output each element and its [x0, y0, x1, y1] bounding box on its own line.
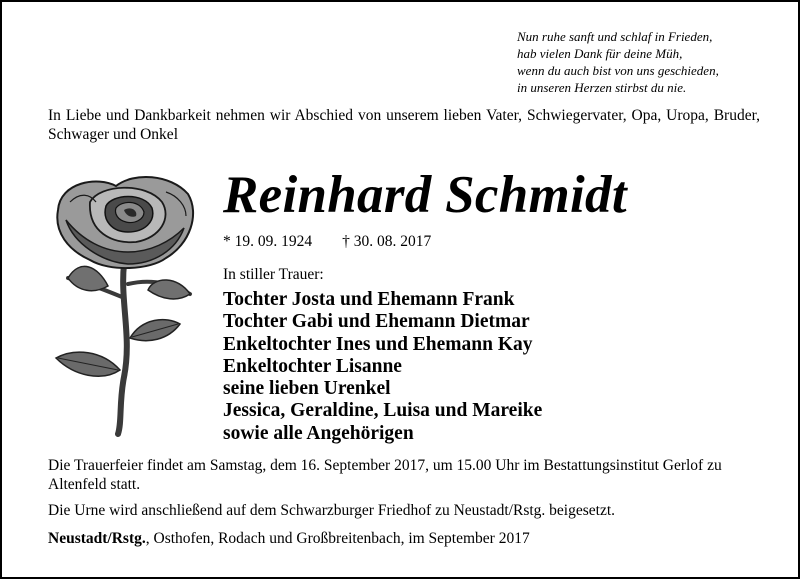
- mourning-label: In stiller Trauer:: [223, 266, 324, 283]
- intro-text: In Liebe und Dankbarkeit nehmen wir Abschied von unserem lieben Vater, Schwiegervater, Opa, Uropa, Bruder, Schwager und Onkel: [48, 107, 760, 143]
- rose-leaf: [68, 266, 108, 290]
- mourners-list: [223, 289, 542, 445]
- mourner-line: seine lieben Urenkel: [223, 378, 391, 400]
- closing-line: [48, 530, 530, 548]
- birth-date: * 19. 09. 1924: [223, 233, 313, 250]
- life-dates: [223, 233, 431, 251]
- closing-place: Neustadt/Rstg.: [48, 530, 146, 547]
- poem-line: hab vielen Dank für deine Müh,: [517, 46, 683, 61]
- poem-line: wenn du auch bist von uns geschieden,: [517, 63, 719, 78]
- funeral-info: Die Trauerfeier findet am Samstag, dem 16. September 2017, um 15.00 Uhr im Bestattungsinstitut Gerlof zu Altenfeld statt.: [48, 457, 722, 493]
- death-date: † 30. 08. 2017: [342, 233, 432, 250]
- rose-stem: [118, 264, 127, 434]
- poem: [517, 28, 719, 96]
- mourner-line: Enkeltochter Lisanne: [223, 355, 402, 377]
- poem-line: in unseren Herzen stirbst du nie.: [517, 80, 687, 95]
- rose-leaf: [148, 280, 190, 299]
- rose-illustration: [50, 172, 210, 442]
- closing-rest: , Osthofen, Rodach und Großbreitenbach, im September 2017: [145, 530, 530, 547]
- deceased-name: Reinhard Schmidt: [223, 166, 627, 224]
- urn-info: Die Urne wird anschließend auf dem Schwarzburger Friedhof zu Neustadt/Rstg. beigesetzt.: [48, 502, 616, 519]
- mourner-line: sowie alle Angehörigen: [223, 422, 414, 444]
- mourner-line: Tochter Josta und Ehemann Frank: [223, 289, 515, 310]
- mourner-line: Enkeltochter Ines und Ehemann Kay: [223, 333, 533, 355]
- mourner-line: Tochter Gabi und Ehemann Dietmar: [223, 311, 530, 333]
- poem-line: Nun ruhe sanft und schlaf in Frieden,: [517, 29, 713, 44]
- mourner-line: Jessica, Geraldine, Luisa und Mareike: [223, 400, 543, 422]
